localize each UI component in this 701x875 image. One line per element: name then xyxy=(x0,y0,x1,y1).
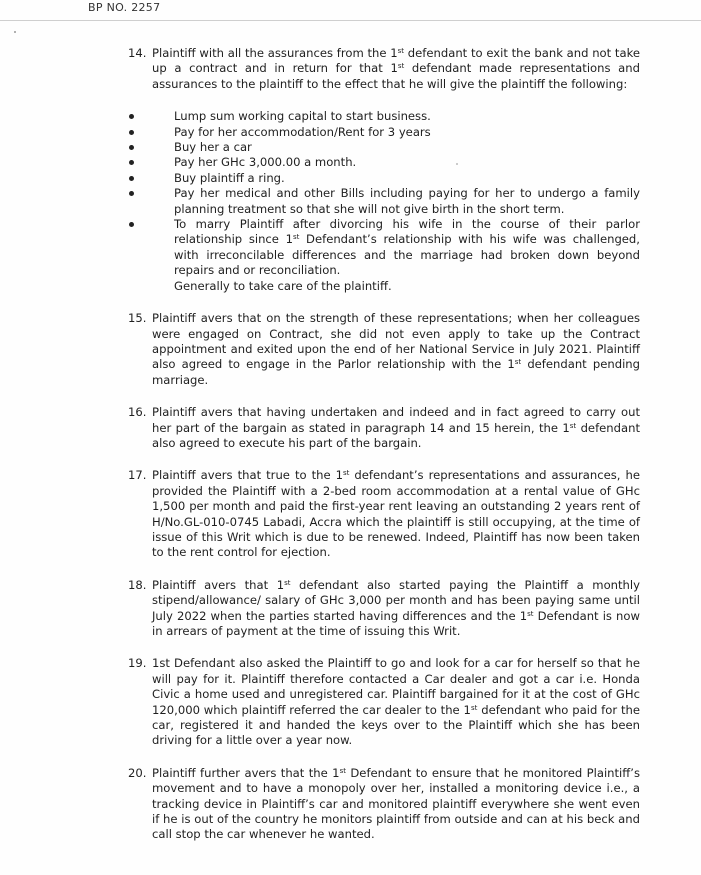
list-item-text: Lump sum working capital to start business. xyxy=(174,109,431,124)
paragraph-text: Plaintiff avers that on the strength of these representations; when her colleagues were engaged on Contract, she did not even apply to take up the Contract appointment and exited upon the end of her National Service in July 2021. Plaintiff also agreed to engage in the Parlor relationship with the 1 xyxy=(152,311,640,372)
list-closing-line: Generally to take care of the plaintiff. xyxy=(174,278,392,293)
bullet-icon xyxy=(129,145,134,150)
bullet-icon xyxy=(129,114,134,119)
list-item-text: Defendant’s relationship with his wife was challenged, with irreconcilable differences and the marriage had broken down beyond repairs and or reconciliation. xyxy=(174,232,640,278)
paragraph-number: 16. xyxy=(128,405,147,420)
list-item-text: Pay her GHc 3,000.00 a month. xyxy=(174,155,357,170)
bullet-icon xyxy=(129,160,134,165)
paragraph-text: defendant to exit the bank and not take up a contract and in return for that 1 xyxy=(152,46,640,76)
paragraph-text: Defendant is now in arrears of payment at the time of issuing this Writ. xyxy=(152,608,640,638)
paragraph-number: 17. xyxy=(128,468,147,483)
paragraph-number: 14. xyxy=(128,46,147,60)
paragraph-17 xyxy=(128,468,640,560)
paragraph-text: Plaintiff avers that true to the 1 xyxy=(152,468,344,483)
scan-speck xyxy=(14,31,16,33)
ordinal-suffix: st xyxy=(284,578,291,587)
page-header-bp-number: BP NO. 2257 xyxy=(88,1,161,14)
list-item xyxy=(128,155,640,170)
paragraph-text: defendant also started paying the Plaintiff a monthly stipend/allowance/ salary of GHc 3,000 per month and has been paying same until July 2022 when the parties started having differences and the 1 xyxy=(152,577,640,623)
ordinal-suffix: st xyxy=(470,703,478,712)
list-item-text: Buy plaintiff a ring. xyxy=(174,170,285,185)
paragraph-text: Plaintiff avers that 1 xyxy=(152,577,285,592)
ordinal-suffix: st xyxy=(514,358,522,367)
list-item-text: Buy her a car xyxy=(174,140,252,155)
list-item xyxy=(128,125,640,140)
ordinal-suffix: st xyxy=(292,233,300,242)
list-item xyxy=(128,109,640,124)
paragraph-20 xyxy=(128,766,640,843)
paragraph-text: Plaintiff further avers that the 1 xyxy=(152,765,340,780)
ordinal-suffix: st xyxy=(339,766,346,775)
ordinal-suffix: st xyxy=(527,609,534,618)
list-item xyxy=(128,171,640,186)
paragraph-text: defendant who paid for the car, registered it and handed the keys over to the Plaintiff which she has been driving for a little over a year now. xyxy=(152,702,640,748)
ordinal-suffix: st xyxy=(397,62,405,71)
paragraph-number: 20. xyxy=(128,765,147,780)
paragraph-text: Defendant to ensure that he monitored Plaintiff’s movement and to have a monopoly over her, installed a monitoring device i.e., a tracking device in Plaintiff’s car and monitored plaintiff everywhere she went even if he is out of the country he monitors plaintiff from outside and can at his beck and call stop the car whenever he wanted. xyxy=(152,765,640,842)
paragraph-19 xyxy=(128,656,640,748)
paragraph-text: 1st Defendant also asked the Plaintiff to go and look for a car for herself so that he will pay for it. Plaintiff therefore contacted a Car dealer and got a car i.e. Honda Civic a home used and unregistered car. Plaintiff bargained for it at the cost of GHc 120,000 which plaintiff referred the car dealer to the 1 xyxy=(152,656,640,717)
list-item xyxy=(128,186,640,217)
list-item xyxy=(128,140,640,155)
paragraph-number: 19. xyxy=(128,656,147,671)
ordinal-suffix: st xyxy=(343,469,350,478)
paragraph-14 xyxy=(128,46,640,92)
ordinal-suffix: st xyxy=(397,47,405,55)
paragraph-text: defendant pending marriage. xyxy=(152,357,641,387)
paragraph-text: defendant’s representations and assurances, he provided the Plaintiff with a 2-bed room accommodation at a rental value of GHc 1,500 per month and paid the first-year rent leaving an outstanding 2 years rent of H/No.GL-010-0745 Labadi, Accra which the plaintiff is still occupying, at the time of issue of this Writ which is due to be renewed. Indeed, Plaintiff has now been taken to the rent control for ejection. xyxy=(152,468,640,560)
paragraph-text: defendant also agreed to execute his part of the bargain. xyxy=(152,420,640,450)
paragraph-text: defendant made representations and assurances to the plaintiff to the effect that he will give the plaintiff the following: xyxy=(152,61,640,91)
paragraph-number: 15. xyxy=(128,311,147,326)
list-item-text: Pay her medical and other Bills including paying for her to undergo a family planning treatment so that she will not give birth in the short term. xyxy=(174,186,640,216)
paragraph-number: 18. xyxy=(128,577,147,592)
list-item-text: Pay for her accommodation/Rent for 3 years xyxy=(174,124,431,139)
paragraph-18 xyxy=(128,578,640,640)
bullet-icon xyxy=(129,191,134,196)
bullet-icon xyxy=(129,176,134,181)
paragraph-15 xyxy=(128,311,640,388)
paragraph-16 xyxy=(128,405,640,451)
bullet-list xyxy=(128,109,640,294)
bullet-icon xyxy=(129,222,134,227)
paragraph-text: Plaintiff avers that having undertaken and indeed and in fact agreed to carry out her part of the bargain as stated in paragraph 14 and 15 herein, the 1 xyxy=(152,405,640,435)
list-item xyxy=(128,217,640,279)
bullet-icon xyxy=(129,130,134,135)
paragraph-text: Plaintiff with all the assurances from the 1 xyxy=(152,46,398,60)
document-body xyxy=(128,46,640,860)
ordinal-suffix: st xyxy=(569,421,577,430)
list-item-text: To marry Plaintiff after divorcing his wife in the course of their parlor relationship since 1 xyxy=(174,217,640,247)
